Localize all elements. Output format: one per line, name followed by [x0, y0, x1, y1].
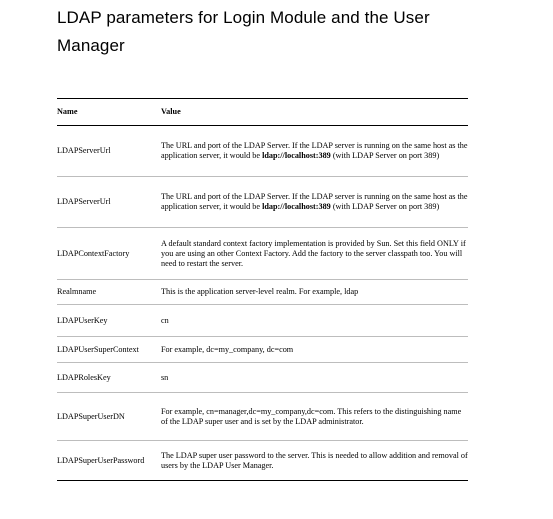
table-row [57, 126, 468, 177]
param-value-text: The URL and port of the LDAP Server. If the LDAP server is running on the same host as the application server, it would be [161, 192, 468, 211]
param-name: LDAPRolesKey [57, 363, 161, 393]
param-value-example-url: ldap://localhost:389 [262, 151, 331, 160]
param-value: This is the application server-level realm. For example, ldap [161, 280, 468, 305]
table-row [57, 280, 468, 305]
param-value [161, 177, 468, 228]
value-column-header: Value [161, 99, 468, 126]
param-value: sn [161, 363, 468, 393]
param-value: For example, cn=manager,dc=my_company,dc=com. This refers to the distinguishing name of the LDAP super user and is set by the LDAP administrator. [161, 393, 468, 441]
ldap-parameters-table [57, 98, 468, 481]
table-row [57, 305, 468, 337]
param-name: LDAPContextFactory [57, 228, 161, 280]
table-row [57, 337, 468, 363]
param-value-text: (with LDAP Server on port 389) [330, 151, 440, 160]
param-name: LDAPUserSuperContext [57, 337, 161, 363]
param-name: LDAPServerUrl [57, 177, 161, 228]
param-name: LDAPSuperUserPassword [57, 455, 145, 465]
name-column-header: Name [57, 99, 161, 126]
param-value: For example, dc=my_company, dc=com [161, 337, 468, 363]
param-value-text: The URL and port of the LDAP Server. If the LDAP server is running on the same host as the application server, it would be [161, 141, 468, 160]
page-title: LDAP parameters for Login Module and the User Manager [57, 8, 430, 55]
param-value-text: (with LDAP Server on port 389) [330, 202, 440, 211]
table-row [57, 177, 468, 228]
param-name: LDAPUserKey [57, 305, 161, 337]
param-value: The LDAP super user password to the server. This is needed to allow addition and removal of users by the LDAP User Manager. [161, 450, 468, 470]
param-value: A default standard context factory implementation is provided by Sun. Set this field ONLY if you are using an other Context Factory. Add the factory to the server classpath too. You will need to restart the server. [161, 228, 468, 280]
param-value-example-url: ldap://localhost:389 [262, 202, 331, 211]
param-value: cn [161, 305, 468, 337]
param-value [161, 126, 468, 177]
table-row [57, 228, 468, 280]
table-header-row [57, 99, 468, 126]
param-name: LDAPSuperUserDN [57, 393, 161, 441]
table-row [57, 441, 468, 481]
param-name: LDAPServerUrl [57, 126, 161, 177]
table-row [57, 393, 468, 441]
param-name: Realmname [57, 280, 161, 305]
table-row [57, 363, 468, 393]
